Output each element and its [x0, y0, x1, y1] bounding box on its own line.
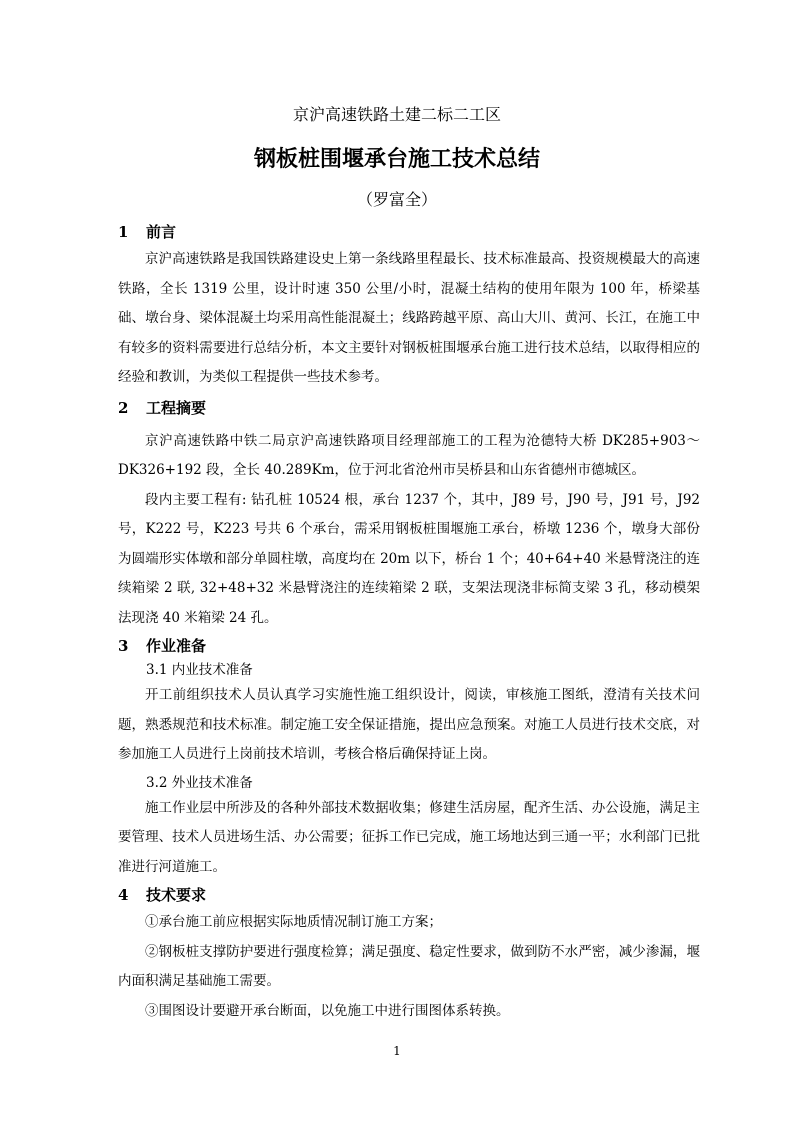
section-number: 3 — [118, 637, 129, 655]
section-heading-4 — [118, 882, 700, 908]
section-title: 前言 — [146, 223, 177, 241]
section-number: 2 — [118, 398, 129, 417]
subsection-heading: 3.2 外业技术准备 — [146, 774, 253, 791]
document-subtitle: 京沪高速铁路土建二标二工区 — [292, 105, 501, 124]
section-heading-2 — [118, 395, 700, 421]
document-title: 钢板桩围堰承台施工技术总结 — [253, 146, 540, 172]
paragraph: 开工前组织技术人员认真学习实施性施工组织设计，阅读，审核施工图纸，澄清有关技术问题，熟悉规范和技术标准。制定施工安全保证措施，提出应急预案。对施工人员进行技术交底，对参加施工人员进行上岗前技术培训，考核合格后确保持证上岗。 — [118, 687, 700, 762]
section-number: 1 — [118, 223, 129, 241]
section-title: 工程摘要 — [146, 398, 207, 417]
section-number: 4 — [118, 886, 129, 904]
section-title: 技术要求 — [146, 886, 207, 904]
section-title: 作业准备 — [146, 637, 207, 655]
list-item: ①承台施工前应根据实际地质情况制订施工方案； — [145, 914, 442, 930]
section-heading-1 — [118, 219, 700, 245]
document-body — [118, 219, 700, 1026]
document-author: （罗富全） — [356, 190, 437, 209]
paragraph: 段内主要工程有: 钻孔桩 10524 根，承台 1237 个，其中，J89 号，J90 号，J91 号，J92 号，K222 号，K223 号共 6 个承台，需采用钢板桩围堰施工承台，桥墩 1236 个，墩身大部份为圆端形实体墩和部分单圆柱墩，高度均在 20m 以下，桥台 1 个；40+64+40 米悬臂浇注的连续箱梁 2 联, 32+48+32 米悬臂浇注的连续箱梁 2 联，支架法现浇非标简支梁 3 孔，移动模架法现浇 40 米箱梁 24 孔。 — [118, 491, 700, 626]
paragraph: 京沪高速铁路是我国铁路建设史上第一条线路里程最长、技术标准最高、投资规模最大的高速铁路，全长 1319 公里，设计时速 350 公里/小时，混凝土结构的使用年限为 100 年，桥梁基础、墩台身、梁体混凝土均采用高性能混凝土；线路跨越平原、高山大川、黄河、长江，在施工中有较多的资料需要进行总结分析，本文主要针对钢板桩围堰承台施工进行技术总结，以取得相应的经验和教训，为类似工程提供一些技术参考。 — [118, 251, 700, 385]
list-item: ③围图设计要避开承台断面，以免施工中进行围图体系转换。 — [145, 1002, 510, 1019]
paragraph: 施工作业层中所涉及的各种外部技术数据收集；修建生活房屋，配齐生活、办公设施，满足主要管理、技术人员进场生活、办公需要；征拆工作已完成，施工场地达到三通一平；水利部门已批准进行河道施工。 — [118, 799, 700, 875]
section-heading-3 — [118, 633, 700, 659]
subsection-heading: 3.1 内业技术准备 — [146, 662, 253, 678]
list-item: ②钢板桩支撑防护要进行强度检算；满足强度、稳定性要求，做到防不水严密，减少渗漏，堰内面积满足基础施工需要。 — [118, 943, 700, 989]
page-number: 1 — [393, 1044, 401, 1058]
paragraph: 京沪高速铁路中铁二局京沪高速铁路项目经理部施工的工程为沧德特大桥 DK285+903～DK326+192 段，全长 40.289Km，位于河北省沧州市吴桥县和山东省德州市德城区。 — [118, 432, 700, 478]
